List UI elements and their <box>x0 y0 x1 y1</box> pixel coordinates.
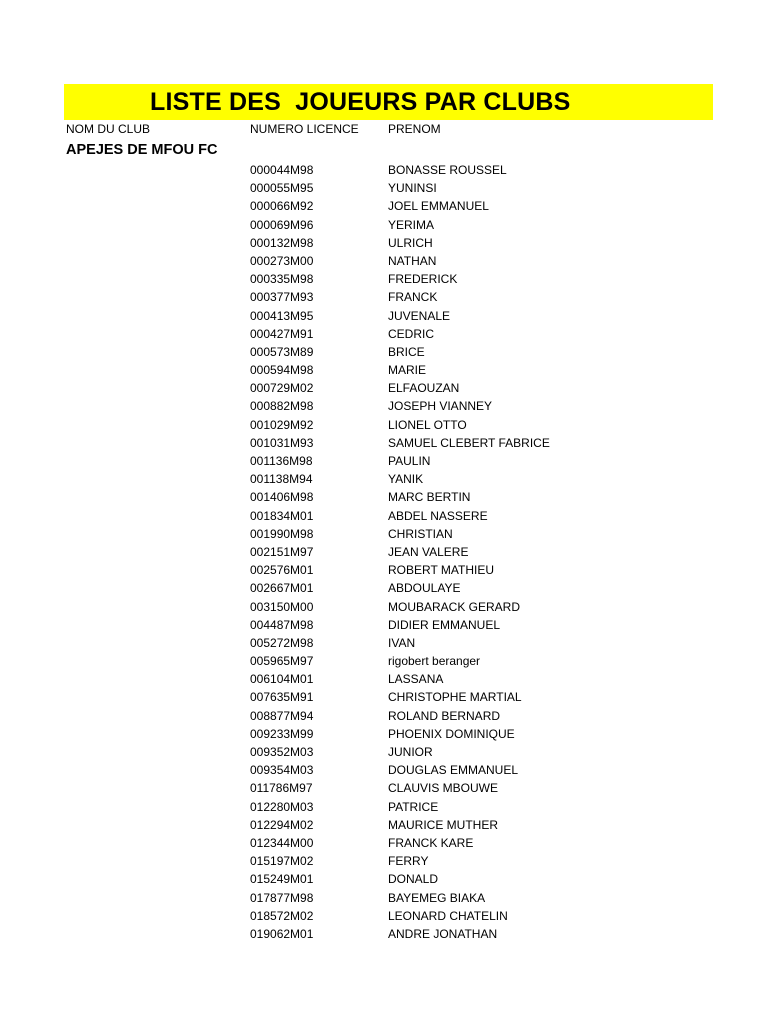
table-row <box>0 579 768 597</box>
first-name-cell: CHRISTOPHE MARTIAL <box>388 690 522 705</box>
first-name-cell: MARIE <box>388 363 427 378</box>
first-name-cell: YUNINSI <box>388 181 437 196</box>
licence-number-cell: 000066M92 <box>250 199 314 214</box>
document-title: LISTE DES JOUEURS PAR CLUBS <box>150 88 571 116</box>
table-row <box>0 325 768 343</box>
first-name-cell: rigobert beranger <box>388 654 481 669</box>
table-row <box>0 452 768 470</box>
first-name-cell: PAULIN <box>388 454 431 468</box>
table-row <box>0 634 768 652</box>
licence-number-cell: 001990M98 <box>250 526 314 541</box>
table-row <box>0 725 768 743</box>
title-banner <box>64 84 713 120</box>
licence-number-cell: 001834M01 <box>250 508 314 523</box>
licence-number-cell: 000882M98 <box>250 399 314 414</box>
table-row <box>0 598 768 616</box>
player-list <box>0 161 768 943</box>
table-row <box>0 889 768 907</box>
licence-number-cell: 000413M95 <box>250 308 314 323</box>
licence-number-cell: 000069M96 <box>250 217 314 232</box>
first-name-cell: LIONEL OTTO <box>388 417 467 432</box>
licence-number-cell: 002576M01 <box>250 563 314 578</box>
table-row <box>0 525 768 543</box>
table-row <box>0 743 768 761</box>
first-name-cell: JUNIOR <box>388 745 433 759</box>
table-row <box>0 652 768 670</box>
table-row <box>0 834 768 852</box>
table-row <box>0 543 768 561</box>
licence-number-cell: 000335M98 <box>250 272 314 287</box>
first-name-cell: MAURICE MUTHER <box>388 817 498 832</box>
first-name-cell: LEONARD CHATELIN <box>388 908 508 923</box>
table-row <box>0 670 768 688</box>
table-row <box>0 870 768 888</box>
first-name-cell: PATRICE <box>388 799 439 814</box>
licence-number-cell: 012294M02 <box>250 817 314 832</box>
first-name-cell: PHOENIX DOMINIQUE <box>388 726 515 741</box>
licence-number-cell: 002667M01 <box>250 581 314 596</box>
first-name-cell: NATHAN <box>388 253 437 268</box>
table-row <box>0 361 768 379</box>
first-name-cell: SAMUEL CLEBERT FABRICE <box>388 435 550 450</box>
licence-number-cell: 000273M00 <box>250 253 314 268</box>
table-row <box>0 925 768 943</box>
licence-number-cell: 000594M98 <box>250 363 314 378</box>
first-name-cell: LASSANA <box>388 672 444 687</box>
table-row <box>0 798 768 816</box>
header-club-name: NOM DU CLUB <box>66 122 151 136</box>
first-name-cell: DONALD <box>388 872 439 887</box>
table-row <box>0 288 768 306</box>
first-name-cell: BRICE <box>388 344 425 359</box>
licence-number-cell: 005965M97 <box>250 654 314 669</box>
table-row <box>0 397 768 415</box>
licence-number-cell: 005272M98 <box>250 635 314 650</box>
table-row <box>0 779 768 797</box>
table-row <box>0 197 768 215</box>
first-name-cell: CEDRIC <box>388 326 435 341</box>
licence-number-cell: 017877M98 <box>250 890 314 905</box>
table-row <box>0 616 768 634</box>
licence-number-cell: 012344M00 <box>250 835 314 850</box>
first-name-cell: FRANCK <box>388 290 438 305</box>
licence-number-cell: 009233M99 <box>250 726 314 741</box>
table-row <box>0 434 768 452</box>
licence-number-cell: 003150M00 <box>250 599 314 614</box>
first-name-cell: ROBERT MATHIEU <box>388 563 495 578</box>
licence-number-cell: 001406M98 <box>250 490 314 505</box>
first-name-cell: FERRY <box>388 854 429 869</box>
table-row <box>0 234 768 252</box>
table-row <box>0 270 768 288</box>
first-name-cell: JUVENALE <box>388 308 451 323</box>
table-row <box>0 816 768 834</box>
first-name-cell: BAYEMEG BIAKA <box>388 890 486 905</box>
licence-number-cell: 009352M03 <box>250 745 314 759</box>
table-row <box>0 761 768 779</box>
table-row <box>0 707 768 725</box>
table-row <box>0 416 768 434</box>
licence-number-cell: 012280M03 <box>250 799 314 814</box>
first-name-cell: ABDOULAYE <box>388 581 461 596</box>
table-row <box>0 561 768 579</box>
column-header-row <box>0 121 768 137</box>
licence-number-cell: 001136M98 <box>250 454 313 468</box>
licence-number-cell: 001029M92 <box>250 417 314 432</box>
licence-number-cell: 000377M93 <box>250 290 314 305</box>
table-row <box>0 907 768 925</box>
table-row <box>0 507 768 525</box>
header-first-name: PRENOM <box>388 122 441 136</box>
table-row <box>0 470 768 488</box>
licence-number-cell: 018572M02 <box>250 908 314 923</box>
licence-number-cell: 019062M01 <box>250 926 314 941</box>
table-row <box>0 488 768 506</box>
licence-number-cell: 015197M02 <box>250 854 314 869</box>
table-row <box>0 252 768 270</box>
table-row <box>0 688 768 706</box>
licence-number-cell: 006104M01 <box>250 672 314 687</box>
table-row <box>0 343 768 361</box>
licence-number-cell: 001031M93 <box>250 435 314 450</box>
first-name-cell: ELFAOUZAN <box>388 381 460 396</box>
first-name-cell: ANDRE JONATHAN <box>388 926 498 941</box>
first-name-cell: MARC BERTIN <box>388 490 471 505</box>
table-row <box>0 852 768 870</box>
licence-number-cell: 001138M94 <box>250 472 313 487</box>
licence-number-cell: 000044M98 <box>250 163 314 177</box>
licence-number-cell: 011786M97 <box>250 781 313 796</box>
first-name-cell: ULRICH <box>388 235 433 250</box>
first-name-cell: IVAN <box>388 635 416 650</box>
table-row <box>0 179 768 197</box>
licence-number-cell: 000729M02 <box>250 381 314 396</box>
club-name: APEJES DE MFOU FC <box>66 142 218 158</box>
first-name-cell: JEAN VALERE <box>388 544 469 559</box>
licence-number-cell: 009354M03 <box>250 763 314 778</box>
licence-number-cell: 000573M89 <box>250 344 314 359</box>
first-name-cell: CLAUVIS MBOUWE <box>388 781 499 796</box>
first-name-cell: FREDERICK <box>388 272 458 287</box>
licence-number-cell: 000055M95 <box>250 181 314 196</box>
table-row <box>0 216 768 234</box>
first-name-cell: YERIMA <box>388 217 435 232</box>
first-name-cell: YANIK <box>388 472 424 487</box>
header-licence-number: NUMERO LICENCE <box>250 122 359 136</box>
licence-number-cell: 004487M98 <box>250 617 314 632</box>
table-row <box>0 161 768 179</box>
first-name-cell: DOUGLAS EMMANUEL <box>388 763 519 778</box>
licence-number-cell: 000132M98 <box>250 235 314 250</box>
table-row <box>0 307 768 325</box>
table-row <box>0 379 768 397</box>
licence-number-cell: 002151M97 <box>250 544 314 559</box>
first-name-cell: FRANCK KARE <box>388 835 474 850</box>
licence-number-cell: 008877M94 <box>250 708 314 723</box>
first-name-cell: DIDIER EMMANUEL <box>388 617 501 632</box>
first-name-cell: ABDEL NASSERE <box>388 508 488 523</box>
first-name-cell: JOSEPH VIANNEY <box>388 399 493 414</box>
first-name-cell: MOUBARACK GERARD <box>388 599 521 614</box>
first-name-cell: BONASSE ROUSSEL <box>388 163 507 177</box>
first-name-cell: ROLAND BERNARD <box>388 708 501 723</box>
licence-number-cell: 007635M91 <box>250 690 314 705</box>
first-name-cell: CHRISTIAN <box>388 526 453 541</box>
first-name-cell: JOEL EMMANUEL <box>388 199 489 214</box>
licence-number-cell: 015249M01 <box>250 872 314 887</box>
licence-number-cell: 000427M91 <box>250 326 314 341</box>
